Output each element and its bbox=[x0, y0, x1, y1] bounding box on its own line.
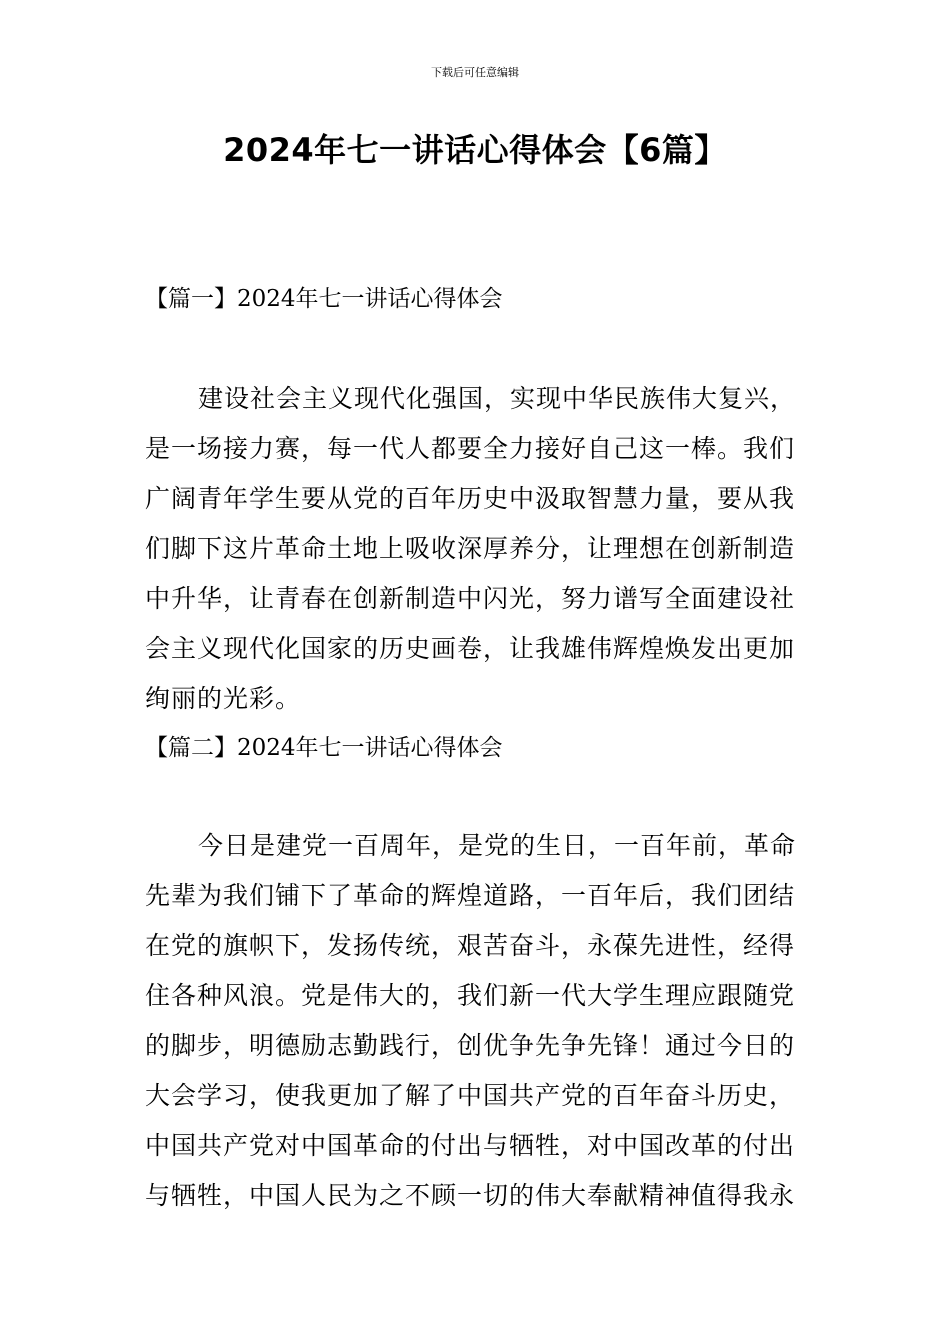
document-title: 2024年七一讲话心得体会【6篇】 bbox=[223, 131, 727, 169]
paragraph-line: 先辈为我们铺下了革命的辉煌道路，一百年后，我们团结 bbox=[145, 881, 796, 910]
paragraph-line: 的脚步，明德励志勤践行，创优争先争先锋！通过今日的 bbox=[145, 1031, 796, 1060]
section-1-paragraph bbox=[145, 374, 810, 724]
paragraph-line: 中国共产党对中国革命的付出与牺牲，对中国改革的付出 bbox=[145, 1131, 796, 1160]
section-heading-1: 【篇一】2024年七一讲话心得体会 bbox=[145, 286, 503, 312]
paragraph-line: 中升华，让青春在创新制造中闪光，努力谱写全面建设社 bbox=[145, 584, 796, 613]
paragraph-line: 会主义现代化国家的历史画卷，让我雄伟辉煌焕发出更加 bbox=[145, 634, 796, 663]
paragraph-line: 大会学习，使我更加了解了中国共产党的百年奋斗历史， bbox=[145, 1081, 796, 1110]
paragraph-line: 今日是建党一百周年，是党的生日，一百年前，革命 bbox=[198, 831, 797, 860]
header-note: 下载后可任意编辑 bbox=[431, 66, 519, 79]
paragraph-line: 在党的旗帜下，发扬传统，艰苦奋斗，永葆先进性，经得 bbox=[145, 931, 796, 960]
paragraph-line: 绚丽的光彩。 bbox=[145, 684, 302, 713]
section-heading-2: 【篇二】2024年七一讲话心得体会 bbox=[145, 735, 503, 761]
section-2-paragraph bbox=[145, 821, 810, 1221]
paragraph-line: 住各种风浪。党是伟大的，我们新一代大学生理应跟随党 bbox=[145, 981, 796, 1010]
paragraph-line: 广阔青年学生要从党的百年历史中汲取智慧力量，要从我 bbox=[145, 484, 796, 513]
paragraph-line: 是一场接力赛，每一代人都要全力接好自己这一棒。我们 bbox=[145, 434, 796, 463]
paragraph-line: 与牺牲，中国人民为之不顾一切的伟大奉献精神值得我永 bbox=[145, 1181, 796, 1210]
paragraph-line: 们脚下这片革命土地上吸收深厚养分，让理想在创新制造 bbox=[145, 534, 796, 563]
paragraph-line: 建设社会主义现代化强国，实现中华民族伟大复兴， bbox=[198, 384, 797, 413]
